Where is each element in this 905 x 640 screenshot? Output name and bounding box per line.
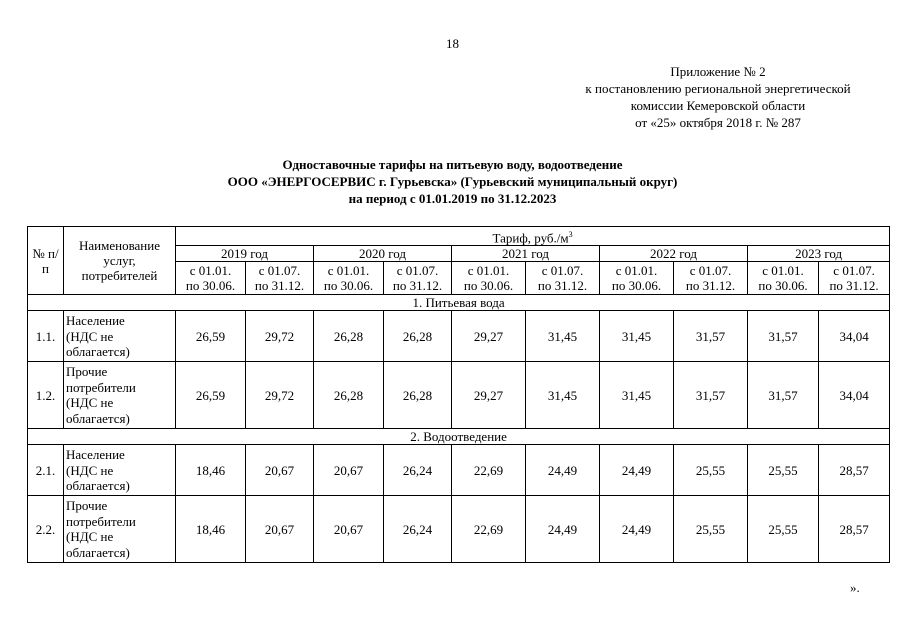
period-line: по 31.12. — [537, 278, 588, 294]
tariff-value: 26,28 — [384, 311, 452, 362]
tariff-value: 20,67 — [246, 445, 314, 496]
tariff-value: 28,57 — [819, 496, 890, 563]
period-line: по 30.06. — [758, 278, 808, 294]
period-line: с 01.07. — [258, 263, 301, 279]
tariff-value: 26,24 — [384, 496, 452, 563]
tariff-value: 34,04 — [819, 311, 890, 362]
tariff-value: 24,49 — [600, 445, 674, 496]
table-row — [28, 445, 890, 496]
row-number: 2.1. — [28, 445, 64, 496]
year-header: 2021 год — [452, 246, 600, 262]
header-name: Наименование услуг, потребителей — [64, 227, 176, 295]
tariff-label: Тариф, руб./м — [492, 230, 569, 246]
header-num: № п/п — [28, 227, 64, 295]
consumer-name-line: облагается) — [66, 410, 130, 426]
tariff-value: 31,57 — [674, 362, 748, 429]
tariff-value: 29,27 — [452, 362, 526, 429]
tariff-value: 29,72 — [246, 362, 314, 429]
title-line: на период с 01.01.2019 по 31.12.2023 — [348, 191, 557, 206]
tariff-value: 18,46 — [176, 445, 246, 496]
period-header — [748, 262, 819, 295]
appendix-line: комиссии Кемеровской области — [630, 98, 806, 113]
consumer-name-line: (НДС не — [66, 462, 114, 478]
row-number: 1.1. — [28, 311, 64, 362]
tariff-value: 25,55 — [748, 445, 819, 496]
consumer-name — [64, 362, 176, 429]
consumer-name-line: Прочие — [66, 364, 108, 380]
tariff-value: 20,67 — [246, 496, 314, 563]
period-line: по 30.06. — [185, 278, 236, 294]
consumer-name-line: Прочие — [66, 498, 108, 514]
period-line: с 01.01. — [615, 263, 658, 279]
row-number: 2.2. — [28, 496, 64, 563]
tariff-value: 31,45 — [600, 362, 674, 429]
tariff-value: 31,45 — [526, 362, 600, 429]
tariff-value: 31,57 — [748, 362, 819, 429]
tariff-value: 28,57 — [819, 445, 890, 496]
period-line: по 31.12. — [829, 278, 879, 294]
tariff-value: 25,55 — [674, 496, 748, 563]
tariff-value: 25,55 — [674, 445, 748, 496]
consumer-name-line: (НДС не — [66, 529, 114, 545]
period-line: по 30.06. — [463, 278, 514, 294]
consumer-name-line: потребители — [66, 379, 136, 395]
consumer-name-line: потребители — [66, 513, 136, 529]
tariff-value: 26,28 — [314, 362, 384, 429]
period-header — [314, 262, 384, 295]
period-line: с 01.07. — [396, 263, 439, 279]
period-line: по 30.06. — [323, 278, 374, 294]
document-title — [0, 156, 905, 207]
appendix-line: от «25» октября 2018 г. № 287 — [635, 115, 801, 130]
appendix-line: Приложение № 2 — [670, 64, 766, 79]
table-row — [28, 311, 890, 362]
tariff-value: 22,69 — [452, 496, 526, 563]
tariff-value: 26,59 — [176, 311, 246, 362]
year-header: 2023 год — [748, 246, 890, 262]
period-header — [600, 262, 674, 295]
tariff-value: 34,04 — [819, 362, 890, 429]
period-header — [176, 262, 246, 295]
period-line: с 01.01. — [467, 263, 510, 279]
tariff-value: 24,49 — [526, 496, 600, 563]
section-title: 1. Питьевая вода — [28, 295, 890, 311]
period-header — [452, 262, 526, 295]
table-row — [28, 362, 890, 429]
tariff-value: 29,72 — [246, 311, 314, 362]
period-header — [819, 262, 890, 295]
tariff-value: 20,67 — [314, 445, 384, 496]
consumer-name-line: Население — [66, 313, 125, 329]
tariff-value: 26,28 — [384, 362, 452, 429]
period-line: с 01.07. — [689, 263, 732, 279]
period-line: по 31.12. — [392, 278, 443, 294]
period-line: по 31.12. — [685, 278, 736, 294]
consumer-name — [64, 445, 176, 496]
consumer-name-line: облагается) — [66, 344, 130, 360]
period-line: с 01.01. — [189, 263, 232, 279]
tariff-value: 26,24 — [384, 445, 452, 496]
title-line: ООО «ЭНЕРГОСЕРВИС г. Гурьевска» (Гурьевский муниципальный округ) — [227, 174, 678, 189]
appendix-note — [540, 63, 896, 131]
tariff-unit-superscript: 3 — [568, 230, 573, 239]
tariff-value: 24,49 — [526, 445, 600, 496]
section-row — [28, 295, 890, 311]
period-header — [384, 262, 452, 295]
tariff-value: 31,45 — [600, 311, 674, 362]
year-header: 2020 год — [314, 246, 452, 262]
table-row — [28, 496, 890, 563]
tariff-value: 22,69 — [452, 445, 526, 496]
period-header — [674, 262, 748, 295]
section-title: 2. Водоотведение — [28, 429, 890, 445]
tariff-value: 31,57 — [748, 311, 819, 362]
row-number: 1.2. — [28, 362, 64, 429]
tariff-value: 31,57 — [674, 311, 748, 362]
tariff-value: 26,28 — [314, 311, 384, 362]
appendix-line: к постановлению региональной энергетической — [585, 81, 851, 96]
table-body — [28, 295, 890, 563]
tariff-value: 29,27 — [452, 311, 526, 362]
consumer-name-line: (НДС не — [66, 328, 114, 344]
tariff-value: 26,59 — [176, 362, 246, 429]
period-line: с 01.01. — [762, 263, 804, 279]
tariff-value: 31,45 — [526, 311, 600, 362]
section-row — [28, 429, 890, 445]
period-line: по 31.12. — [254, 278, 305, 294]
year-header: 2019 год — [176, 246, 314, 262]
period-header — [526, 262, 600, 295]
consumer-name-line: Население — [66, 447, 125, 463]
tariff-table — [27, 226, 890, 563]
tariff-value: 18,46 — [176, 496, 246, 563]
period-line: с 01.01. — [327, 263, 370, 279]
tariff-value: 24,49 — [600, 496, 674, 563]
tariff-value: 20,67 — [314, 496, 384, 563]
period-line: с 01.07. — [541, 263, 584, 279]
table-header — [28, 227, 890, 295]
title-line: Одноставочные тарифы на питьевую воду, водоотведение — [282, 157, 623, 172]
consumer-name-line: облагается) — [66, 544, 130, 560]
consumer-name-line: облагается) — [66, 478, 130, 494]
consumer-name-line: (НДС не — [66, 395, 114, 411]
year-header: 2022 год — [600, 246, 748, 262]
consumer-name — [64, 311, 176, 362]
header-tariff — [176, 227, 890, 246]
closing-quote-mark: ». — [850, 580, 860, 595]
page-number: 18 — [446, 36, 459, 51]
tariff-value: 25,55 — [748, 496, 819, 563]
period-line: с 01.07. — [833, 263, 875, 279]
period-line: по 30.06. — [611, 278, 662, 294]
period-header — [246, 262, 314, 295]
consumer-name — [64, 496, 176, 563]
